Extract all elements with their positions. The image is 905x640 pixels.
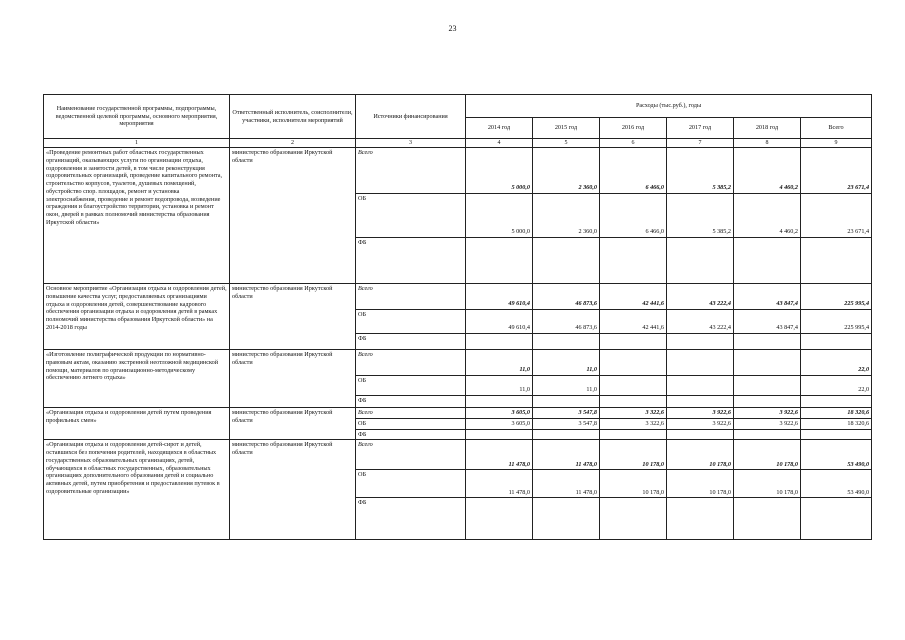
amount-year: 3 922,6 (734, 408, 801, 419)
budget-table (43, 94, 872, 540)
amount-year: 10 178,0 (600, 470, 667, 498)
amount-year (734, 498, 801, 540)
amount-year: 46 873,6 (533, 284, 600, 310)
header-year: 2014 год (466, 118, 533, 139)
amount-year (533, 334, 600, 350)
amount-year (533, 429, 600, 440)
amount-year: 43 222,4 (667, 310, 734, 334)
funding-source: ОБ (356, 310, 466, 334)
activity-executor: министерство образования Иркутской области (230, 350, 356, 408)
amount-year (466, 498, 533, 540)
amount-year (667, 429, 734, 440)
amount-year (466, 396, 533, 408)
amount-year (734, 334, 801, 350)
column-number: 1 (44, 139, 230, 148)
funding-source: ОБ (356, 194, 466, 238)
amount-year: 43 847,4 (734, 284, 801, 310)
amount-total (801, 334, 872, 350)
header-total: Всего (801, 118, 872, 139)
amount-year (734, 238, 801, 284)
amount-year (734, 350, 801, 376)
amount-year: 49 610,4 (466, 310, 533, 334)
amount-year (600, 238, 667, 284)
amount-year: 4 460,2 (734, 148, 801, 194)
amount-year: 5 000,0 (466, 148, 533, 194)
table-row (44, 408, 872, 419)
amount-year (667, 498, 734, 540)
column-number: 7 (667, 139, 734, 148)
activity-executor: министерство образования Иркутской области (230, 148, 356, 284)
amount-year: 10 178,0 (734, 470, 801, 498)
funding-source: ОБ (356, 418, 466, 429)
header-name: Наименование государственной программы, подпрограммы, ведомственной целевой программы, основного мероприятия, мероприятия (44, 95, 230, 139)
amount-year: 49 610,4 (466, 284, 533, 310)
amount-year (600, 429, 667, 440)
activity-name: Основное мероприятие «Организация отдыха и оздоровления детей, повышение качества услуг, предоставляемых организациями отдыха и оздоровления детей, совершенствование кадрового обеспечения организации отдыха и оздоровления детей в рамках полномочий министерства образования Иркутской области» на 2014-2018 годы (44, 284, 230, 350)
column-number: 2 (230, 139, 356, 148)
amount-year (466, 238, 533, 284)
amount-year: 11,0 (466, 350, 533, 376)
amount-total: 23 671,4 (801, 148, 872, 194)
funding-source: Всего (356, 440, 466, 470)
amount-total (801, 238, 872, 284)
funding-source: Всего (356, 408, 466, 419)
funding-source: ФБ (356, 334, 466, 350)
page-number: 23 (448, 24, 457, 33)
amount-year: 3 922,6 (667, 418, 734, 429)
amount-total: 225 995,4 (801, 284, 872, 310)
amount-year (600, 396, 667, 408)
amount-year (667, 238, 734, 284)
activity-executor: министерство образования Иркутской области (230, 284, 356, 350)
amount-year: 6 466,0 (600, 194, 667, 238)
amount-year (667, 350, 734, 376)
amount-year: 11,0 (533, 350, 600, 376)
amount-year (734, 396, 801, 408)
amount-year: 11 478,0 (466, 440, 533, 470)
amount-year (667, 396, 734, 408)
header-year: 2017 год (667, 118, 734, 139)
amount-total: 22,0 (801, 376, 872, 396)
amount-year (734, 429, 801, 440)
amount-year (533, 498, 600, 540)
amount-year: 11 478,0 (533, 440, 600, 470)
header-year: 2016 год (600, 118, 667, 139)
activity-executor: министерство образования Иркутской области (230, 408, 356, 440)
amount-year (533, 238, 600, 284)
amount-year: 5 385,2 (667, 194, 734, 238)
funding-source: ФБ (356, 238, 466, 284)
activity-executor: министерство образования Иркутской области (230, 440, 356, 540)
funding-source: ФБ (356, 498, 466, 540)
amount-total: 18 320,6 (801, 408, 872, 419)
amount-year (600, 376, 667, 396)
amount-year: 6 466,0 (600, 148, 667, 194)
column-number: 8 (734, 139, 801, 148)
amount-year: 10 178,0 (667, 470, 734, 498)
amount-year (667, 376, 734, 396)
amount-year: 5 000,0 (466, 194, 533, 238)
amount-year: 3 605,0 (466, 418, 533, 429)
amount-year: 46 873,6 (533, 310, 600, 334)
amount-year (667, 334, 734, 350)
header-expenses: Расходы (тыс.руб.), годы (466, 95, 872, 118)
amount-total: 53 490,0 (801, 470, 872, 498)
amount-year: 43 222,4 (667, 284, 734, 310)
funding-source: ОБ (356, 470, 466, 498)
amount-year (600, 350, 667, 376)
amount-year: 4 460,2 (734, 194, 801, 238)
amount-year: 11,0 (533, 376, 600, 396)
amount-year: 3 547,8 (533, 408, 600, 419)
amount-year: 11 478,0 (533, 470, 600, 498)
activity-name: «Изготовление полиграфической продукции по нормативно-правовым актам, оказанию экстренной неотложной медицинской помощи, материалов по организационно-методическому обеспечению летнего отдыха» (44, 350, 230, 408)
amount-total (801, 498, 872, 540)
table-row (44, 148, 872, 194)
amount-total (801, 396, 872, 408)
column-number: 4 (466, 139, 533, 148)
header-source: Источники финансирования (356, 95, 466, 139)
amount-year: 11 478,0 (466, 470, 533, 498)
amount-year: 42 441,6 (600, 310, 667, 334)
amount-year: 2 360,0 (533, 148, 600, 194)
amount-total: 53 490,0 (801, 440, 872, 470)
amount-year: 11,0 (466, 376, 533, 396)
header-year: 2015 год (533, 118, 600, 139)
amount-year: 3 922,6 (667, 408, 734, 419)
column-number: 9 (801, 139, 872, 148)
header-year: 2018 год (734, 118, 801, 139)
activity-name: «Организация отдыха и оздоровления детей путем проведения профильных смен» (44, 408, 230, 440)
funding-source: ОБ (356, 376, 466, 396)
amount-year (600, 334, 667, 350)
table-row (44, 350, 872, 376)
amount-year: 3 322,6 (600, 408, 667, 419)
table-row (44, 284, 872, 310)
amount-total: 23 671,4 (801, 194, 872, 238)
funding-source: ФБ (356, 429, 466, 440)
amount-total (801, 429, 872, 440)
table-body (44, 148, 872, 540)
amount-year: 3 547,8 (533, 418, 600, 429)
funding-source: Всего (356, 350, 466, 376)
amount-year (600, 498, 667, 540)
funding-source: Всего (356, 148, 466, 194)
amount-year: 43 847,4 (734, 310, 801, 334)
amount-year: 3 322,6 (600, 418, 667, 429)
funding-source: Всего (356, 284, 466, 310)
amount-year: 10 178,0 (734, 440, 801, 470)
amount-year: 2 360,0 (533, 194, 600, 238)
funding-source: ФБ (356, 396, 466, 408)
header-executor: Ответственный исполнитель, соисполнители, участники, исполнители мероприятий (230, 95, 356, 139)
amount-year (466, 429, 533, 440)
activity-name: «Проведение ремонтных работ областных государственных организаций, оказывающих услуги по организации отдыха, оздоровления и занятости детей, в том числе реконструкция оздоровительных организаций, проведение капитального ремонта, строительство корпусов, туалетов, душевых помещений, обустройство спор. площадок, ремонт и установка электроснабжения, проведение и ремонт водопровода, возведение ограждения и благоустройство территории, установка и ремонт окон, дверей в рамках полномочий министерства образования Иркутской области» (44, 148, 230, 284)
amount-year (734, 376, 801, 396)
amount-total: 22,0 (801, 350, 872, 376)
amount-year: 10 178,0 (667, 440, 734, 470)
amount-total: 18 320,6 (801, 418, 872, 429)
activity-name: «Организация отдыха и оздоровления детей-сирот и детей, оставшихся без попечения родителей, находящихся в областных государственных образовательных организациях, детей, обучающихся в областных государственных, образовательных организациях дополнительного образования детей и социально активных детей, путем приобретения и предоставления путевок в оздоровительные организации» (44, 440, 230, 540)
amount-year: 42 441,6 (600, 284, 667, 310)
amount-year (533, 396, 600, 408)
column-number: 5 (533, 139, 600, 148)
amount-year: 5 385,2 (667, 148, 734, 194)
column-number: 6 (600, 139, 667, 148)
amount-year: 10 178,0 (600, 440, 667, 470)
amount-total: 225 995,4 (801, 310, 872, 334)
table-row (44, 440, 872, 470)
amount-year: 3 922,6 (734, 418, 801, 429)
amount-year: 3 605,0 (466, 408, 533, 419)
column-number: 3 (356, 139, 466, 148)
amount-year (466, 334, 533, 350)
